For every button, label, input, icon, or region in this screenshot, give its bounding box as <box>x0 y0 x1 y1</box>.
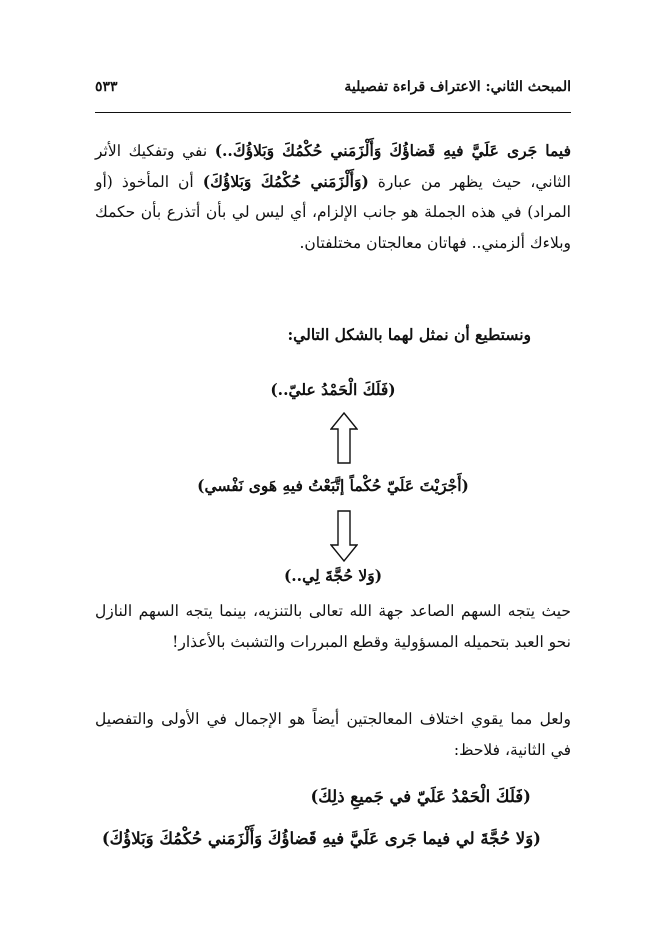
paragraph-1-text-a: نفي وتفكيك الأثر الثاني، حيث يظهر من عبارة <box>95 142 571 191</box>
quote-praise: (فَلَكَ الْحَمْدُ عَلَيّ في جَميعِ ذلِكَ) <box>310 787 531 806</box>
page-header <box>95 72 571 102</box>
paragraph-arrows-explanation: حيث يتجه السهم الصاعد جهة الله تعالى بالتنزيه، بينما يتجه السهم النازل نحو العبد بتحميله المسؤولية وقطع المبررات والتشبث بالأعذار! <box>95 602 571 651</box>
quote-decree: فيما جَرى عَلَيَّ فيهِ قَضاؤُكَ وَأَلْزَمَني حُكْمُكَ وَبَلاؤُكَ..) <box>214 141 572 160</box>
section-title: المبحث الثاني: الاعتراف قراءة تفصيلية <box>344 79 571 95</box>
paragraph-comparison: ولعل مما يقوي اختلاف المعالجتين أيضاً هو الإجمال في الأولى والتفصيل في الثانية، فلاحظ: <box>95 710 571 759</box>
quote-no-excuse: (وَلا حُجَّةَ لي فيما جَرى عَلَيَّ فيهِ قَضاؤُكَ وَأَلْزَمَني حُكْمُكَ وَبَلاؤُكَ) <box>101 829 541 848</box>
up-arrow-icon <box>330 412 358 464</box>
diagram-bottom-label: (وَلا حُجَّةَ لِي..) <box>283 566 383 585</box>
paragraph-1 <box>95 136 571 258</box>
page-number: ٥٣٣ <box>95 79 118 95</box>
diagram-top-label: (فَلَكَ الْحَمْدُ عليّ..) <box>270 380 396 399</box>
diagram-intro: ونستطيع أن نمثل لهما بالشكل التالي: <box>287 325 531 344</box>
diagram-middle-label: (أَجْرَيْتَ عَلَيّ حُكْماً إتَّبَعْتُ فيهِ هَوى نَفْسي) <box>197 476 469 495</box>
quote-obligation: (وَأَلْزَمَني حُكْمُكَ وَبَلاؤُكَ) <box>202 171 369 191</box>
paragraph-1-text-b: أن المأخوذ (أو المراد) في هذه الجملة هو جانب الإلزام، أي ليس لي بأن أتذرع بأن حكمك وبلاءك ألزمني.. فهاتان معالجتان مختلفتان. <box>95 172 571 252</box>
header-divider <box>95 112 571 113</box>
down-arrow-icon <box>330 510 358 562</box>
